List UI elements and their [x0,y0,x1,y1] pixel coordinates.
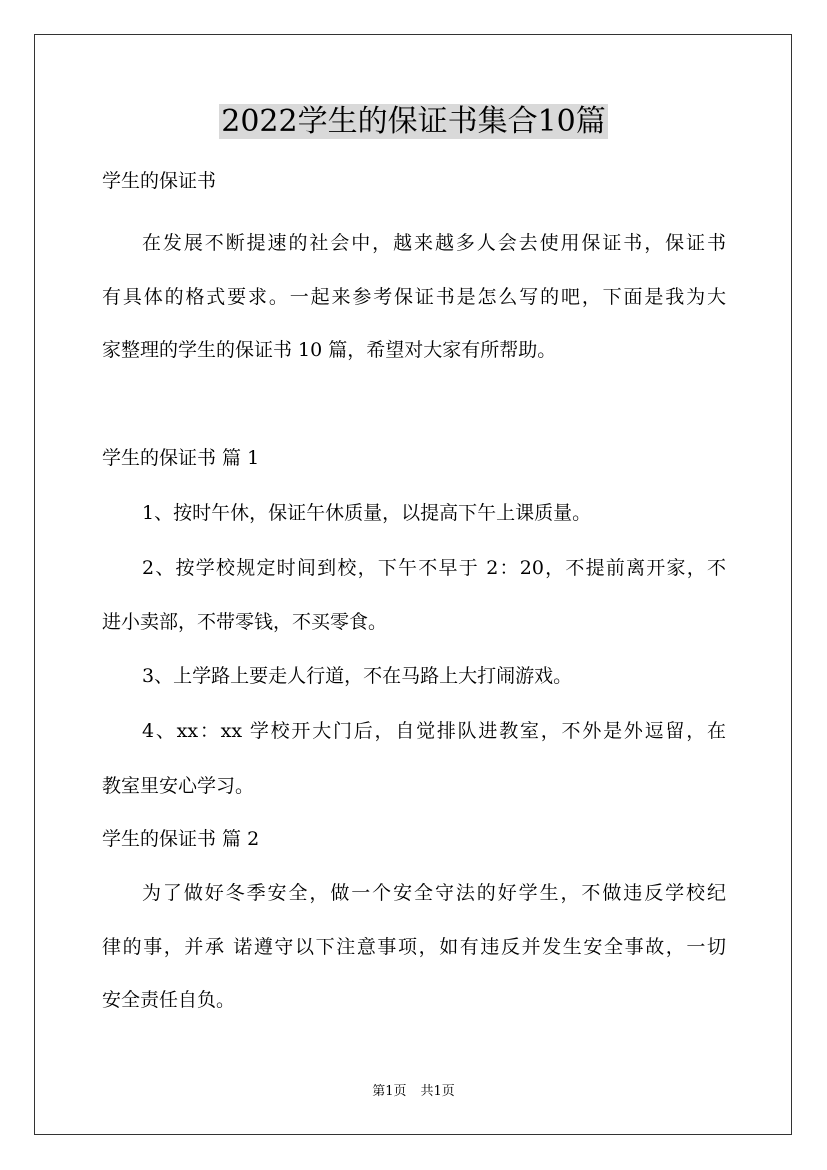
section-heading: 学生的保证书 篇 1 [102,447,260,469]
paragraph-line: 教室里安心学习。 [102,775,255,797]
paragraph-line: 在发展不断提速的社会中，越来越多人会去使用保证书，保证书 [142,232,726,254]
page-number: 第1页 [372,1084,407,1099]
paragraph-line: 3、上学路上要走人行道，不在马路上大打闹游戏。 [142,665,573,687]
paragraph-line: 安全责任自负。 [102,989,236,1011]
paragraph-line: 律的事，并承 诺遵守以下注意事项，如有违反并发生安全事故，一切 [102,936,726,958]
paragraph-line: 4、xx：xx 学校开大门后，自觉排队进教室，不外是外逗留，在 [142,720,726,742]
page-total: 共1页 [420,1084,455,1099]
document-title-text: 2022学生的保证书集合10篇 [221,104,606,139]
paragraph-line: 进小卖部，不带零钱，不买零食。 [102,611,388,633]
page-footer [0,1083,827,1101]
page-border [34,34,792,1135]
paragraph-line: 有具体的格式要求。一起来参考保证书是怎么写的吧，下面是我为大 [102,286,726,308]
paragraph-line: 1、按时午休，保证午休质量，以提高下午上课质量。 [142,502,592,524]
paragraph-line: 2、按学校规定时间到校，下午不早于 2：20，不提前离开家，不 [142,557,726,579]
document-title [0,100,827,144]
section-heading: 学生的保证书 [102,170,217,192]
paragraph-line: 家整理的学生的保证书 10 篇，希望对大家有所帮助。 [102,339,557,361]
section-heading: 学生的保证书 篇 2 [102,828,260,850]
paragraph-line: 为了做好冬季安全，做一个安全守法的好学生，不做违反学校纪 [142,882,726,904]
